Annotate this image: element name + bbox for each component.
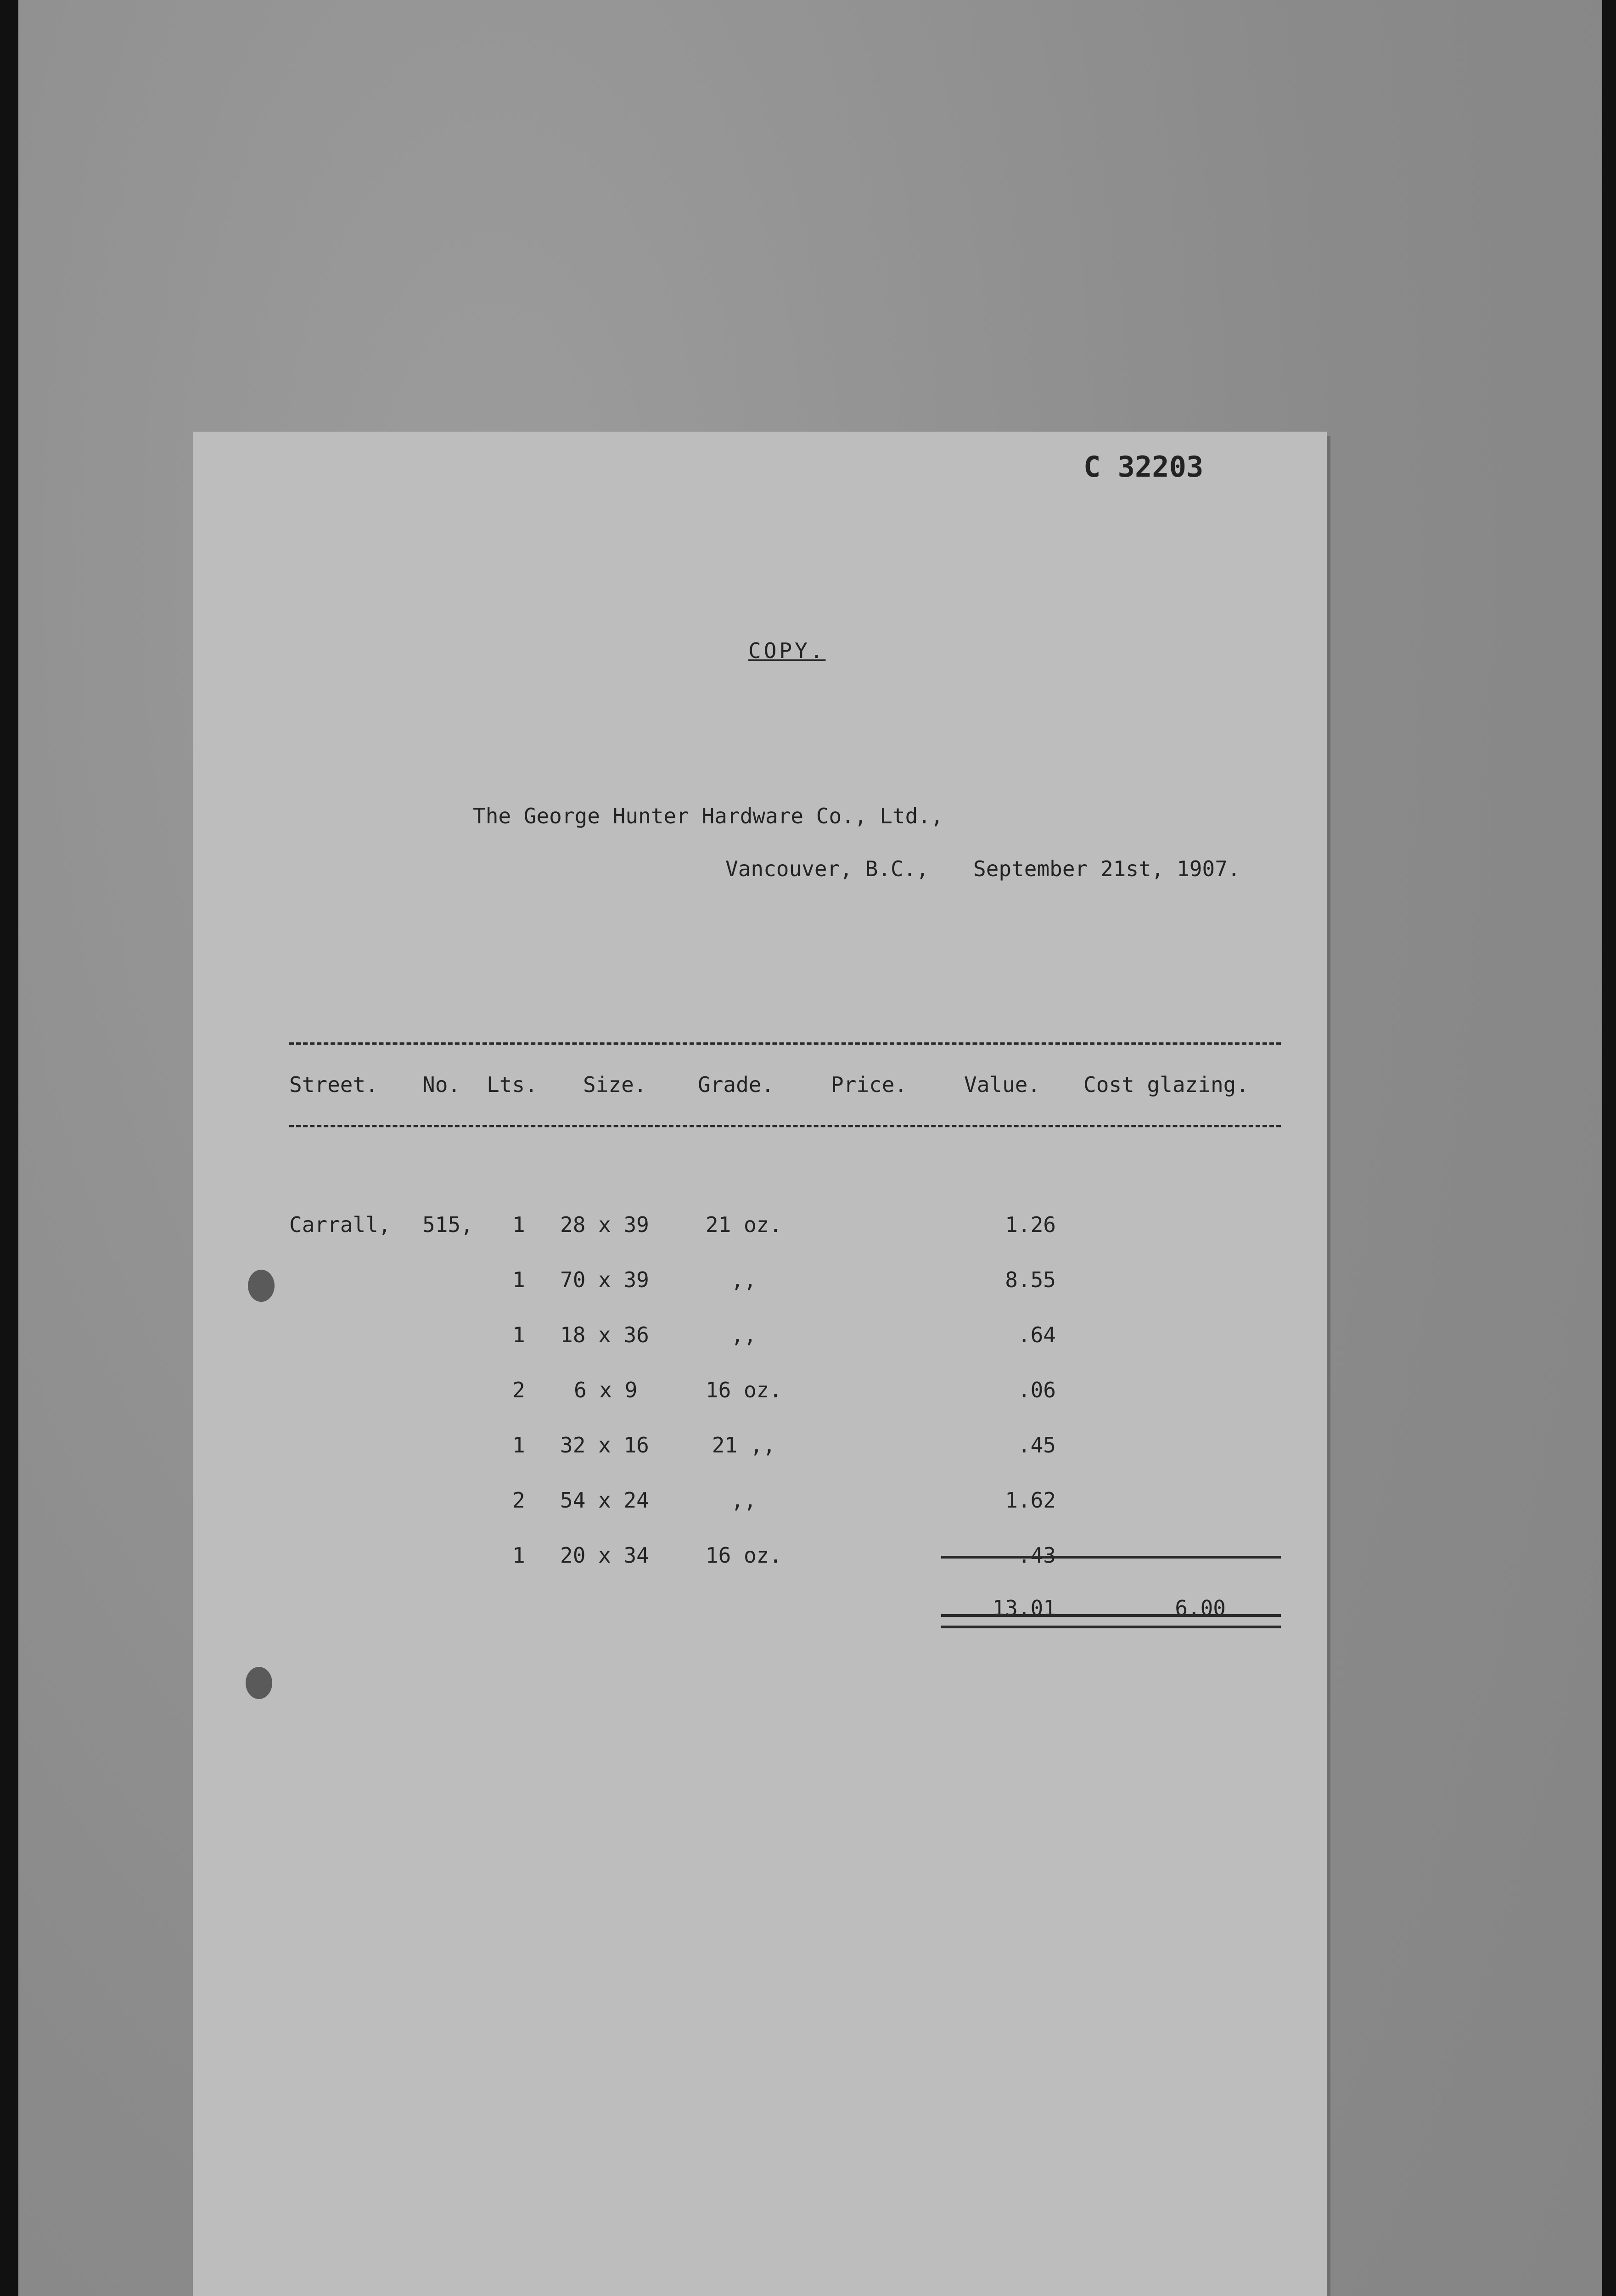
cell-size: 20 x 34	[560, 1543, 649, 1568]
cell-grade: ,,	[731, 1267, 757, 1292]
cell-grade: ,,	[731, 1322, 757, 1347]
document-sheet	[193, 432, 1327, 2296]
date: September 21st, 1907.	[973, 856, 1240, 881]
cell-size: 54 x 24	[560, 1488, 649, 1513]
cell-value: 1.26	[1005, 1212, 1056, 1237]
total-value: 13.01	[992, 1596, 1056, 1621]
cell-lts: 1	[512, 1212, 525, 1237]
cell-grade: 21 oz.	[705, 1212, 782, 1237]
cell-street: Carrall,	[289, 1212, 391, 1237]
cell-lts: 1	[512, 1322, 525, 1347]
cell-lts: 1	[512, 1543, 525, 1568]
cell-grade: 16 oz.	[705, 1543, 782, 1568]
place: Vancouver, B.C.,	[725, 856, 929, 881]
cell-size: 6 x 9	[574, 1378, 638, 1402]
cell-value: .64	[1017, 1322, 1056, 1347]
cell-lts: 1	[512, 1267, 525, 1292]
company-name: The George Hunter Hardware Co., Ltd.,	[473, 804, 943, 828]
col-no: No.	[422, 1072, 461, 1097]
scan-border-left	[0, 0, 18, 2296]
cell-lts: 1	[512, 1433, 525, 1458]
cell-lts: 2	[512, 1488, 525, 1513]
col-lts: Lts.	[487, 1072, 538, 1097]
total-rule-2	[941, 1626, 1281, 1628]
cell-value: .06	[1017, 1378, 1056, 1402]
cell-lts: 2	[512, 1378, 525, 1402]
cell-grade: 16 oz.	[705, 1378, 782, 1402]
col-cost-glazing: Cost glazing.	[1083, 1072, 1249, 1097]
col-value: Value.	[964, 1072, 1041, 1097]
reference-id: C 32203	[1083, 450, 1204, 484]
cell-no: 515,	[422, 1212, 473, 1237]
col-price: Price.	[831, 1072, 908, 1097]
document-heading: COPY.	[748, 638, 826, 663]
cell-size: 18 x 36	[560, 1322, 649, 1347]
table-rule-header	[289, 1125, 1281, 1127]
cell-size: 70 x 39	[560, 1267, 649, 1292]
table-rule-top	[289, 1042, 1281, 1045]
total-rule-1	[941, 1614, 1281, 1617]
cell-value: .45	[1017, 1433, 1056, 1458]
cell-grade: ,,	[731, 1488, 757, 1513]
cell-size: 28 x 39	[560, 1212, 649, 1237]
cell-value: .43	[1017, 1543, 1056, 1568]
cell-size: 32 x 16	[560, 1433, 649, 1458]
cell-grade: 21 ,,	[712, 1433, 776, 1458]
cell-value: 1.62	[1005, 1488, 1056, 1513]
col-street: Street.	[289, 1072, 378, 1097]
punch-hole-bottom	[246, 1667, 272, 1699]
total-cost-glazing: 6.00	[1175, 1596, 1226, 1621]
scan-border-right	[1602, 0, 1616, 2296]
col-grade: Grade.	[698, 1072, 774, 1097]
subtotal-rule	[941, 1556, 1281, 1559]
cell-value: 8.55	[1005, 1267, 1056, 1292]
punch-hole-top	[248, 1270, 275, 1302]
col-size: Size.	[583, 1072, 647, 1097]
